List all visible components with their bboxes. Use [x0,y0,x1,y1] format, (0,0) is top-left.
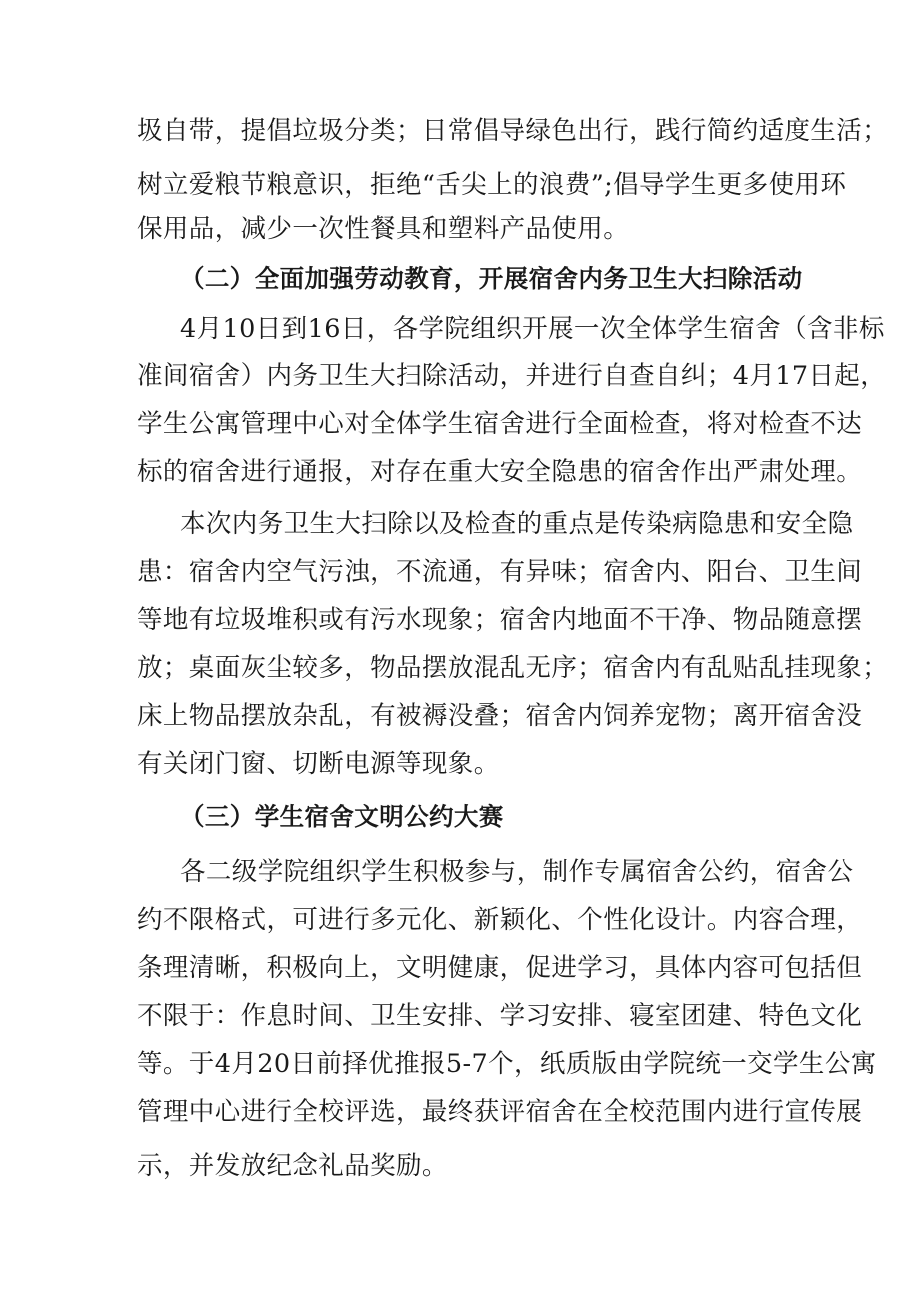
paragraph-intro-line-3: 保用品，减少一次性餐具和塑料产品使用。 [137,214,630,244]
section-heading-3: （三）学生宿舍文明公约大赛 [180,802,504,831]
paragraph-3-line-2: 约不限格式，可进行多元化、新颖化、个性化设计。内容合理， [137,905,863,935]
paragraph-intro-line-1: 圾自带，提倡垃圾分类；日常倡导绿色出行，践行简约适度生活； [137,116,889,146]
paragraph-2a-line-4: 标的宿舍进行通报，对存在重大安全隐患的宿舍作出严肃处理。 [137,457,863,487]
paragraph-2a-line-2: 准间宿舍）内务卫生大扫除活动，并进行自查自纠；4月17日起， [137,361,887,391]
paragraph-2a-line-1: 4月10日到16日，各学院组织开展一次全体学生宿舍（含非标 [180,314,885,344]
paragraph-intro-line-2: 树立爱粮节粮意识，拒绝“舌尖上的浪费”;倡导学生更多使用环 [137,170,847,200]
paragraph-3-line-7: 示，并发放纪念礼品奖励。 [137,1151,448,1181]
paragraph-2b-line-6: 有关闭门窗、切断电源等现象。 [137,749,500,779]
paragraph-2b-line-2: 患：宿舍内空气污浊，不流通，有异味；宿舍内、阳台、卫生间 [137,557,863,587]
paragraph-3-line-4: 不限于：作息时间、卫生安排、学习安排、寝室团建、特色文化 [137,1001,863,1031]
paragraph-2a-line-3: 学生公寓管理中心对全体学生宿舍进行全面检查，将对检查不达 [137,409,863,439]
paragraph-3-line-1: 各二级学院组织学生积极参与，制作专属宿舍公约，宿舍公 [180,857,854,887]
paragraph-2b-line-3: 等地有垃圾堆积或有污水现象；宿舍内地面不干净、物品随意摆 [137,605,863,635]
paragraph-3-line-3: 条理清晰，积极向上，文明健康，促进学习，具体内容可包括但 [137,953,863,983]
paragraph-2b-line-5: 床上物品摆放杂乱，有被褥没叠；宿舍内饲养宠物；离开宿舍没 [137,701,863,731]
paragraph-3-line-5: 等。于4月20日前择优推报5-7个，纸质版由学院统一交学生公寓 [137,1049,877,1079]
paragraph-3-line-6: 管理中心进行全校评选，最终获评宿舍在全校范围内进行宣传展 [137,1097,863,1127]
paragraph-2b-line-4: 放；桌面灰尘较多，物品摆放混乱无序；宿舍内有乱贴乱挂现象； [137,653,889,683]
section-heading-2: （二）全面加强劳动教育，开展宿舍内务卫生大扫除活动 [180,264,803,293]
paragraph-2b-line-1: 本次内务卫生大扫除以及检查的重点是传染病隐患和安全隐 [180,509,854,539]
